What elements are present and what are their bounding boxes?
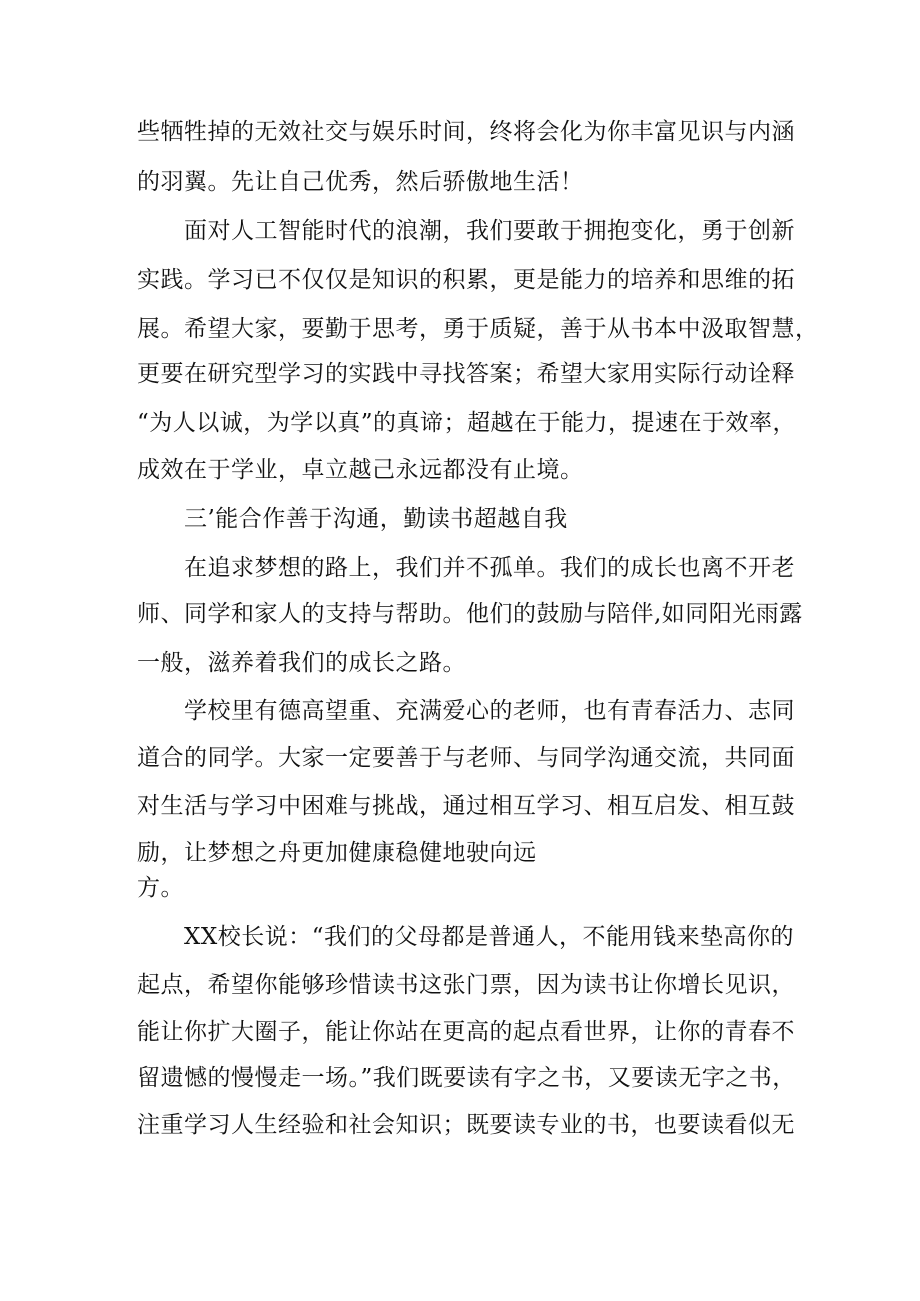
text-line: 对生活与学习中困难与挑战，通过相互学习、相互启发、相互鼓 (137, 793, 795, 819)
text-line: 学校里有德高望重、充满爱心的老师，也有青春活力、志同 (184, 698, 795, 724)
text-line: 面对人工智能时代的浪潮，我们要敢于拥抱变化，勇于创新 (184, 218, 795, 244)
section-heading: 三’能合作善于沟通，勤读书超越自我 (184, 506, 568, 532)
text-line: 成效在于学业，卓立越己永远都没有止境。 (137, 457, 584, 483)
text-line: 方。 (137, 875, 184, 901)
text-line: 留遗憾的慢慢走一场。”我们既要读有字之书，又要读无字之书， (137, 1065, 796, 1091)
text-line: 一般，滋养着我们的成长之路。 (137, 650, 466, 676)
text-line: XX校长说：“我们的父母都是普通人，不能用钱来垫高你的 (184, 924, 795, 950)
text-line: “为人以诚，为学以真”的真谛；超越在于能力，提速在于效率， (137, 410, 797, 436)
text-line: 能让你扩大圈子，能让你站在更高的起点看世界，让你的青春不 (137, 1019, 795, 1045)
text-line: 些牺牲掉的无效社交与娱乐时间，终将会化为你丰富见识与内涵 (137, 119, 795, 145)
text-line: 励，让梦想之舟更加健康稳健地驶向远 (137, 840, 537, 866)
text-line: 展。希望大家，要勤于思考，勇于质疑，善于从书本中汲取智慧， (137, 316, 819, 342)
text-line: 实践。学习已不仅仅是知识的积累，更是能力的培养和思维的拓 (137, 267, 795, 293)
text-line: 师、同学和家人的支持与帮助。他们的鼓励与陪伴,如同阳光雨露 (137, 601, 803, 627)
text-line: 更要在研究型学习的实践中寻找答案；希望大家用实际行动诠释 (137, 361, 795, 387)
text-line: 道合的同学。大家一定要善于与老师、与同学沟通交流，共同面 (137, 745, 795, 771)
text-line: 起点，希望你能够珍惜读书这张门票，因为读书让你增长见识， (137, 972, 795, 998)
text-line: 在追求梦想的路上，我们并不孤单。我们的成长也离不开老 (184, 555, 795, 581)
text-line: 注重学习人生经验和社会知识；既要读专业的书，也要读看似无 (137, 1112, 795, 1138)
text-line: 的羽翼。先让自己优秀，然后骄傲地生活！ (137, 169, 584, 195)
